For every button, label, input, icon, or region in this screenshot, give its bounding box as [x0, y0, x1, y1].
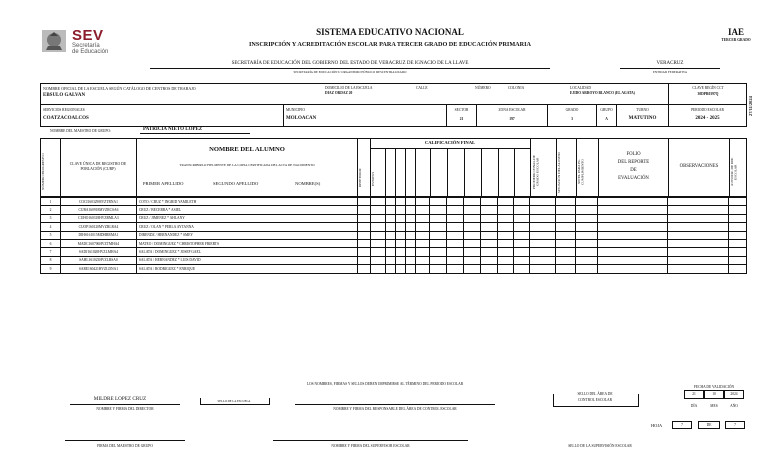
row-cell — [385, 248, 395, 256]
row-cell — [405, 223, 415, 231]
sello-control-label — [553, 391, 637, 403]
row-cell — [395, 239, 405, 247]
row-cell — [357, 198, 370, 206]
turno-value: MATUTINO — [628, 116, 657, 121]
grupo-label: GRUPO — [600, 108, 613, 112]
row-cell — [668, 239, 729, 247]
row-cell — [385, 223, 395, 231]
row-curp: CUOP160120MVZRLRA4 — [60, 223, 136, 231]
row-cell — [556, 198, 576, 206]
row-cell — [357, 206, 370, 214]
document-title: SISTEMA EDUCATIVO NACIONAL — [316, 27, 464, 37]
row-cell — [728, 206, 746, 214]
colonia-label: COLONIA — [508, 86, 525, 90]
row-student-name: SALATA / DOMINGUEZ * JOSEP GAEL — [136, 248, 357, 256]
row-cell — [498, 206, 514, 214]
secretaria-label: SECRETARÍA DE EDUCACIÓN U ORGANISMO PÚBLICO DESCENTRALIZADO — [293, 70, 407, 74]
row-cell — [598, 231, 668, 239]
row-cell — [415, 214, 430, 222]
national-seal-icon — [40, 28, 68, 54]
fecha-anio: 2024 — [730, 392, 738, 396]
fecha-dia-label: DÍA — [690, 404, 698, 408]
sello-escuela-label: SELLO DE LA ESCUELA — [217, 399, 251, 403]
row-number: 6 — [41, 239, 61, 247]
row-cell — [598, 198, 668, 206]
row-cell — [405, 198, 415, 206]
row-cell — [415, 248, 430, 256]
students-table — [40, 197, 747, 274]
col-folio-1: FOLIO — [626, 152, 641, 157]
row-cell — [405, 256, 415, 264]
row-curp: CUBA160918MVZRCSA6 — [60, 206, 136, 214]
col-folio — [599, 151, 668, 183]
director-label: NOMBRE Y FIRMA DEL DIRECTOR — [96, 407, 154, 411]
row-cell — [370, 265, 385, 273]
school-cct: 30DPR0397Q — [697, 92, 719, 96]
row-cell — [576, 198, 598, 206]
teacher-label: NOMBRE DEL MAESTRO DE GRUPO: — [50, 129, 111, 133]
row-cell — [481, 265, 498, 273]
sev-logo-text: SEV — [72, 27, 104, 44]
row-cell — [357, 265, 370, 273]
row-cell — [576, 214, 598, 222]
row-cell — [530, 239, 556, 247]
row-number: 1 — [41, 198, 61, 206]
row-cell — [576, 206, 598, 214]
row-cell — [530, 256, 556, 264]
hoja-number: 7 — [681, 423, 683, 427]
col-autoriz: AUTORIZ. DE DIR. ESCOLAR — [730, 157, 738, 187]
row-cell — [370, 206, 385, 214]
row-curp: DIHS161015MDHRRMA1 — [60, 231, 136, 239]
row-curp: SADJ161020HVZLMHA4 — [60, 248, 136, 256]
sector-value: 21 — [459, 117, 464, 121]
row-cell — [728, 256, 746, 264]
row-cell — [728, 248, 746, 256]
row-cell — [514, 214, 530, 222]
row-cell — [447, 198, 464, 206]
row-cell — [514, 239, 530, 247]
row-cell — [481, 248, 498, 256]
row-cell — [728, 214, 746, 222]
row-student-name: SALATA / RODRIGUEZ * ENRIQUE — [136, 265, 357, 273]
col-cal-title: CALIFICACIÓN FINAL — [424, 140, 476, 145]
row-cell — [415, 223, 430, 231]
row-cell — [530, 198, 556, 206]
fecha-anio-label: AÑO — [730, 404, 738, 408]
footer-note: LOS NOMBRES, FIRMAS Y SELLOS DEBEN IMPRIMIRSE AL TÉRMINO DEL PERIODO ESCOLAR — [306, 382, 464, 386]
teacher-name: PATRICIA NIETO LOPEZ — [143, 127, 203, 132]
sello-control-label-1: SELLO DEL ÁREA DE — [577, 392, 613, 396]
row-cell — [430, 223, 447, 231]
row-number: 9 — [41, 265, 61, 273]
document-code: IAE — [727, 27, 744, 37]
row-cell — [415, 198, 430, 206]
table-row — [41, 248, 747, 256]
row-cell — [357, 214, 370, 222]
col-nombres: NOMBRE(S) — [295, 181, 321, 186]
row-cell — [514, 206, 530, 214]
row-cell — [498, 248, 514, 256]
row-cell — [668, 231, 729, 239]
row-cell — [498, 198, 514, 206]
state-label: ENTIDAD FEDERATIVA — [652, 70, 688, 74]
row-cell — [514, 248, 530, 256]
row-number: 7 — [41, 248, 61, 256]
row-cell — [668, 206, 729, 214]
sector-label: SECTOR — [454, 108, 469, 112]
row-student-name: SALATA / HERNANDEZ * LUIS DAVID — [136, 256, 357, 264]
row-cell — [447, 256, 464, 264]
row-cell — [728, 223, 746, 231]
row-cell — [370, 198, 385, 206]
row-cell — [728, 231, 746, 239]
zona-label: ZONA ESCOLAR — [498, 108, 526, 112]
row-cell — [385, 265, 395, 273]
row-cell — [464, 214, 481, 222]
row-curp: CUHO160318HVZRMLA3 — [60, 214, 136, 222]
row-cell — [514, 223, 530, 231]
col-observaciones: OBSERVACIONES — [679, 164, 719, 169]
col-nivel: NIVEL PARA EL CUMPLIMIENTO — [577, 159, 585, 185]
row-cell — [598, 239, 668, 247]
row-cell — [357, 223, 370, 231]
row-cell — [530, 248, 556, 256]
row-cell — [430, 256, 447, 264]
row-student-name: CRUZ / OLAN * PERLA AYTANNA — [136, 223, 357, 231]
row-cell — [430, 265, 447, 273]
secretaria-name: SECRETARÍA DE EDUCACIÓN DEL GOBIERNO DEL ESTADO DE VERACRUZ DE IGNACIO DE LA LLAVE — [231, 61, 469, 66]
row-cell — [464, 198, 481, 206]
row-number: 2 — [41, 206, 61, 214]
row-cell — [668, 214, 729, 222]
grado-value: 3 — [571, 117, 573, 121]
numero-label: NÚMERO — [475, 86, 491, 90]
row-cell — [405, 231, 415, 239]
row-cell — [556, 248, 576, 256]
row-cell — [481, 239, 498, 247]
turno-label: TURNO — [636, 108, 649, 112]
row-cell — [556, 214, 576, 222]
row-cell — [405, 239, 415, 247]
row-curp: MADC160706HVZTMHA4 — [60, 239, 136, 247]
address-label: DOMICILIO DE LA ESCUELA — [325, 86, 373, 90]
row-student-name: CRUZ / BECERRA * ASIEL — [136, 206, 357, 214]
row-cell — [668, 198, 729, 206]
hoja-label: HOJA — [651, 423, 663, 428]
row-cell — [447, 239, 464, 247]
row-cell — [556, 256, 576, 264]
table-row — [41, 198, 747, 206]
fecha-mes: 10 — [712, 392, 716, 396]
row-cell — [430, 248, 447, 256]
row-cell — [385, 198, 395, 206]
municipio-label: MUNICIPIO — [286, 108, 305, 112]
row-cell — [370, 231, 385, 239]
row-cell — [430, 198, 447, 206]
table-row — [41, 265, 747, 273]
row-cell — [728, 198, 746, 206]
col-estatus: ESTATUS — [371, 171, 375, 187]
row-cell — [430, 239, 447, 247]
row-cell — [576, 265, 598, 273]
row-cell — [514, 256, 530, 264]
row-cell — [576, 256, 598, 264]
row-cell — [415, 256, 430, 264]
municipio-value: MOLOACAN — [286, 116, 317, 121]
table-row — [41, 256, 747, 264]
row-cell — [357, 239, 370, 247]
col-folio-4: EVALUACIÓN — [618, 176, 649, 181]
row-cell — [556, 231, 576, 239]
row-cell — [598, 223, 668, 231]
row-cell — [498, 231, 514, 239]
cct-label: CLAVE REGÍN CCT — [692, 86, 724, 90]
row-cell — [481, 231, 498, 239]
row-cell — [385, 214, 395, 222]
row-cell — [415, 206, 430, 214]
row-cell — [556, 223, 576, 231]
row-cell — [370, 248, 385, 256]
row-cell — [514, 265, 530, 273]
row-cell — [556, 265, 576, 273]
hoja-de: DE — [706, 423, 712, 427]
row-cell — [464, 248, 481, 256]
row-cell — [598, 265, 668, 273]
row-cell — [395, 206, 405, 214]
row-cell — [447, 265, 464, 273]
row-cell — [464, 206, 481, 214]
grupo-value: A — [605, 117, 608, 121]
row-cell — [498, 223, 514, 231]
col-folio-2: DEL REPORTE — [617, 160, 650, 165]
table-row — [41, 231, 747, 239]
document-subtitle: INSCRIPCIÓN Y ACREDITACIÓN ESCOLAR PARA TERCER GRADO DE EDUCACIÓN PRIMARIA — [249, 41, 531, 48]
regional-value: COATZACOALCOS — [43, 116, 89, 121]
row-cell — [447, 223, 464, 231]
row-cell — [395, 214, 405, 222]
col-ap2: SEGUNDO APELLIDO — [213, 181, 259, 186]
fecha-mes-label: MES — [710, 404, 718, 408]
row-cell — [498, 239, 514, 247]
row-cell — [598, 214, 668, 222]
row-student-name: MATEO / DOMINGUEZ * CHRISTOPHER FRIERTS — [136, 239, 357, 247]
col-nombre-note: TRANSCRIBIRLO FIELMENTE DE LA COPIA CERTIFICADA DEL ACTA DE NACIMIENTO — [179, 163, 315, 167]
row-number: 5 — [41, 231, 61, 239]
localidad-label: LOCALIDAD — [570, 86, 591, 90]
row-cell — [530, 265, 556, 273]
table-row — [41, 223, 747, 231]
row-cell — [464, 231, 481, 239]
row-cell — [370, 223, 385, 231]
seal-emblem — [40, 28, 68, 54]
row-cell — [395, 265, 405, 273]
fecha-label: FECHA DE VALIDACIÓN — [693, 385, 735, 389]
row-cell — [430, 214, 447, 222]
col-situacion: SITUACIÓN DEL ALUMNO — [557, 151, 561, 193]
row-cell — [464, 223, 481, 231]
row-student-name: DIRENDZ / HERNANDEZ * SMEY — [136, 231, 357, 239]
row-cell — [530, 214, 556, 222]
row-cell — [357, 231, 370, 239]
row-cell — [481, 206, 498, 214]
col-nombre-title: NOMBRE DEL ALUMNO — [209, 146, 285, 153]
row-cell — [395, 198, 405, 206]
table-row — [41, 214, 747, 222]
row-cell — [464, 239, 481, 247]
grado-label: GRADO — [565, 108, 579, 112]
row-cell — [447, 248, 464, 256]
row-cell — [481, 256, 498, 264]
row-cell — [481, 214, 498, 222]
row-cell — [576, 223, 598, 231]
periodo-label: PERIODO ESCOLAR — [691, 108, 724, 112]
row-cell — [447, 206, 464, 214]
regional-label: SERVICIOS REGIONALES — [43, 108, 85, 112]
sello-control-label-2: CONTROL ESCOLAR — [577, 398, 613, 402]
row-cell — [514, 198, 530, 206]
row-cell — [395, 248, 405, 256]
row-number: 4 — [41, 223, 61, 231]
sev-logo-sub2: de Educación — [72, 49, 109, 55]
sello-supervision-label: SELLO DE LA SUPERVISIÓN ESCOLAR — [568, 444, 632, 448]
maestro-label: FIRMA DEL MAESTRO DE GRUPO — [97, 444, 153, 448]
row-curp: SARE160421HVZLDNA1 — [60, 265, 136, 273]
row-cell — [370, 214, 385, 222]
row-cell — [556, 239, 576, 247]
row-cell — [395, 256, 405, 264]
table-row — [41, 239, 747, 247]
side-date: 27/11/2024 — [748, 96, 753, 116]
row-cell — [415, 239, 430, 247]
row-cell — [498, 265, 514, 273]
row-cell — [370, 256, 385, 264]
row-cell — [395, 231, 405, 239]
row-cell — [530, 223, 556, 231]
periodo-value: 2024 - 2025 — [695, 116, 720, 121]
row-cell — [728, 239, 746, 247]
row-cell — [576, 239, 598, 247]
row-cell — [430, 231, 447, 239]
school-name: EBSULO GALVAN — [43, 93, 86, 98]
row-cell — [481, 223, 498, 231]
row-cell — [464, 265, 481, 273]
col-curp: CLAVE ÚNICA DE REGISTRO DE POBLACIÓN (CURP) — [69, 162, 127, 171]
row-cell — [447, 214, 464, 222]
row-cell — [576, 248, 598, 256]
row-cell — [385, 231, 395, 239]
school-address: DIAZ ORDAZ 20 — [325, 91, 353, 95]
fecha-dia: 21 — [692, 392, 696, 396]
sev-logo — [72, 28, 132, 56]
row-cell — [530, 231, 556, 239]
row-cell — [498, 256, 514, 264]
school-name-label: NOMBRE OFICIAL DE LA ESCUELA SEGÚN CATÁLOGO DE CENTROS DE TRABAJO — [43, 86, 196, 91]
row-cell — [668, 256, 729, 264]
row-cell — [598, 256, 668, 264]
row-cell — [481, 198, 498, 206]
row-curp: SAHL161023HVZLRSA0 — [60, 256, 136, 264]
row-cell — [430, 206, 447, 214]
row-cell — [370, 239, 385, 247]
row-cell — [728, 265, 746, 273]
row-cell — [598, 206, 668, 214]
row-cell — [576, 231, 598, 239]
supervisor-label: NOMBRE Y FIRMA DEL SUPERVISOR ESCOLAR — [331, 444, 410, 448]
row-cell — [395, 223, 405, 231]
row-cell — [385, 256, 395, 264]
row-cell — [530, 206, 556, 214]
row-cell — [668, 223, 729, 231]
col-promedio: PROMEDIO FINAL DE GRADO ESCOLAR — [532, 155, 540, 189]
row-cell — [405, 206, 415, 214]
row-cell — [668, 265, 729, 273]
row-cell — [514, 231, 530, 239]
row-cell — [415, 231, 430, 239]
hoja-total: 7 — [734, 423, 736, 427]
col-numero: NÚMERO PROGRESIVO — [41, 153, 45, 191]
control-label: NOMBRE Y FIRMA DEL RESPONSABLE DEL ÁREA DE CONTROL ESCOLAR — [333, 407, 457, 411]
col-repetidor: REPETIDOR — [358, 168, 362, 188]
sev-logo-sub1: Secretaría — [72, 43, 100, 49]
row-cell — [385, 206, 395, 214]
row-cell — [385, 239, 395, 247]
zona-value: 197 — [509, 117, 515, 121]
row-cell — [668, 248, 729, 256]
state-name: VERACRUZ — [656, 61, 684, 66]
row-student-name: CRUZ / JIMENEZ * AHLANY — [136, 214, 357, 222]
row-number: 3 — [41, 214, 61, 222]
row-cell — [447, 231, 464, 239]
row-number: 8 — [41, 256, 61, 264]
row-cell — [415, 265, 430, 273]
table-row — [41, 206, 747, 214]
col-ap1: PRIMER APELLIDO — [143, 181, 184, 186]
row-cell — [357, 256, 370, 264]
row-cell — [405, 214, 415, 222]
row-cell — [598, 248, 668, 256]
row-cell — [405, 248, 415, 256]
row-cell — [498, 214, 514, 222]
row-cell — [556, 206, 576, 214]
calle-label: CALLE — [416, 86, 428, 90]
row-cell — [357, 248, 370, 256]
row-curp: COCI160329MVZTRNA1 — [60, 198, 136, 206]
row-cell — [405, 265, 415, 273]
col-folio-3: DE — [630, 168, 637, 173]
director-name: MILDRE LOPEZ CRUZ — [93, 396, 147, 402]
school-localidad: EJIDO ARROYO BLANCO (EL AGATA) — [570, 91, 635, 95]
document-code-sub: TERCER GRADO — [721, 38, 751, 42]
row-student-name: COTO / CRUZ * INGRID YAMILETH — [136, 198, 357, 206]
row-cell — [464, 256, 481, 264]
